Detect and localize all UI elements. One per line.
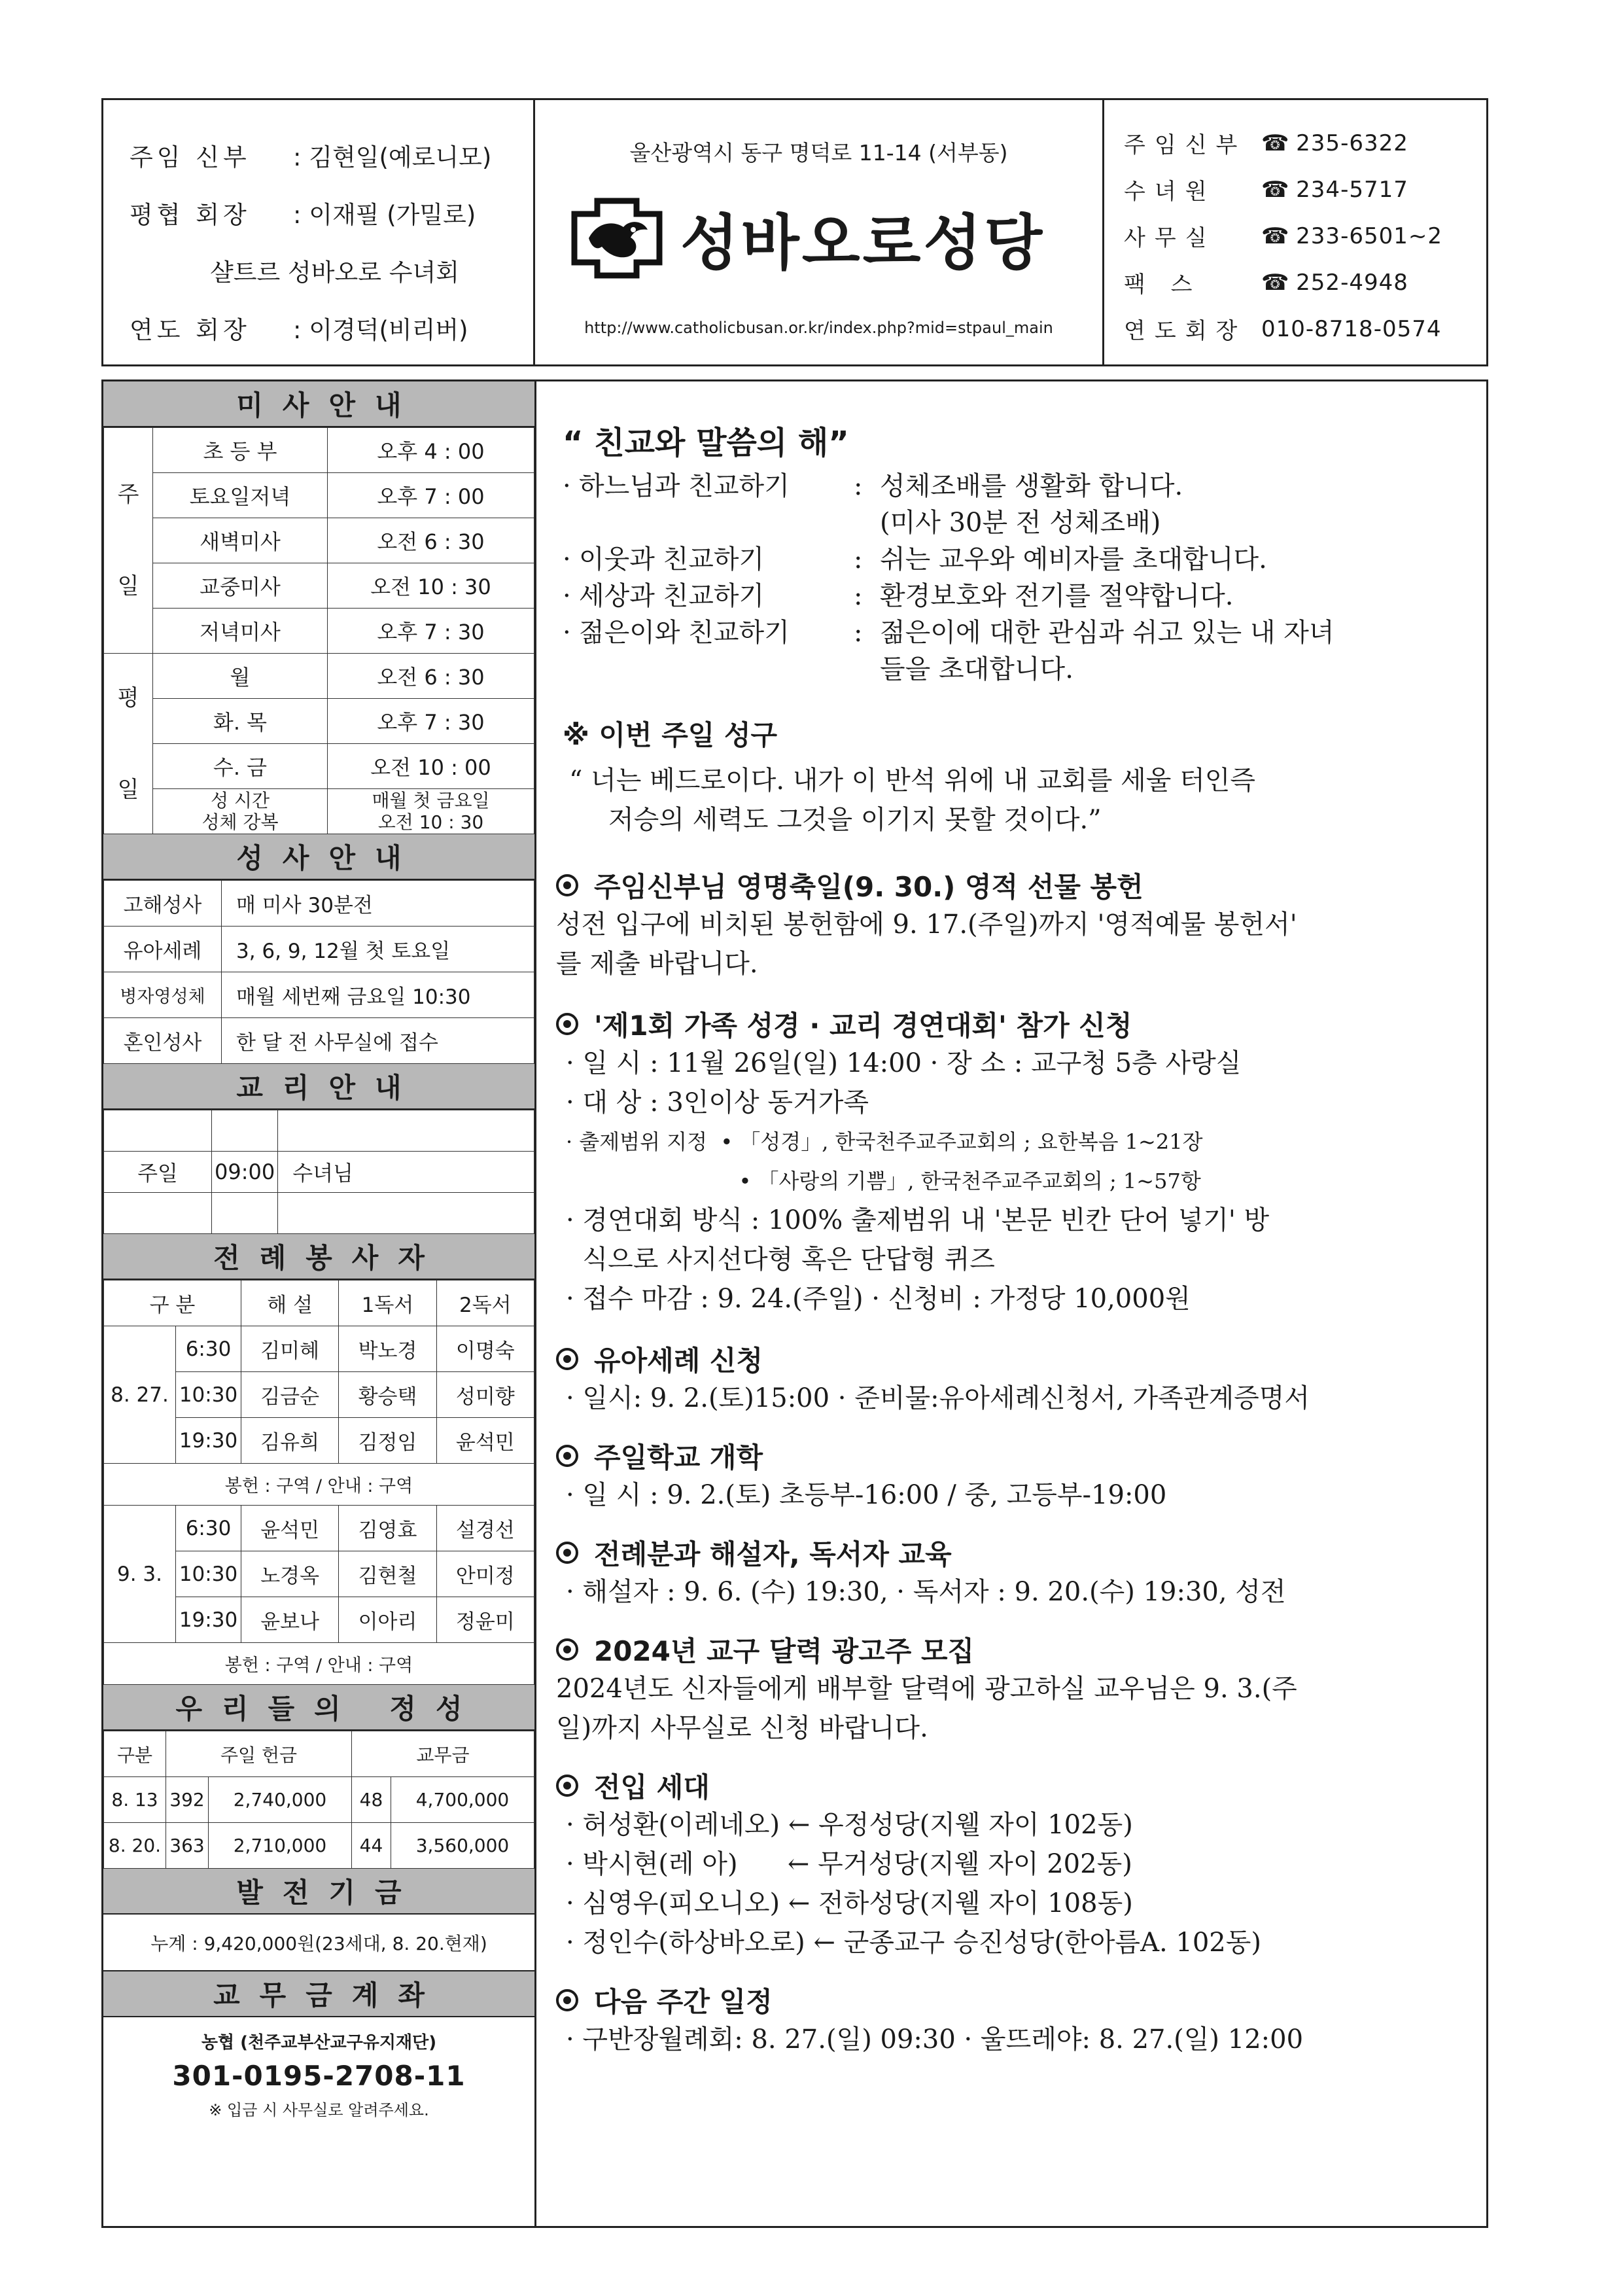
sunday-label: 주 일 [104, 428, 153, 654]
notice-1 [556, 866, 1486, 983]
year-theme: “ 친교와 말씀의 해” [563, 425, 849, 461]
catechism-table [103, 1110, 534, 1234]
catechism-who [278, 1193, 534, 1234]
offering-header: 구분 [104, 1731, 166, 1777]
sacrament-value: 매 미사 30분전 [222, 881, 534, 927]
header [101, 98, 1488, 366]
notice-line: 일)까지 사무실로 신청 바랍니다. [556, 1713, 928, 1743]
notice-title: '제1회 가족 성경 · 교리 경연대회' 참가 신청 [594, 1010, 1132, 1042]
sisters-order: 샬트르 성바오로 수녀회 [210, 258, 459, 287]
catechism-day [104, 1193, 212, 1234]
liturgy-header: 해 설 [241, 1280, 339, 1326]
contact-label: 연도회장 [1124, 318, 1247, 344]
pastor-label: 주임 신부 [130, 143, 251, 171]
circle-bullet-icon [556, 1445, 578, 1467]
notice-line: · 대 상 : 3인이상 동거가족 [566, 1087, 869, 1118]
mass-time: 오후 7 : 30 [328, 609, 534, 654]
liturgy-time: 10:30 [176, 1551, 241, 1597]
circle-bullet-icon [556, 874, 578, 896]
header-staff [103, 100, 535, 364]
notice-title: 유아세례 신청 [594, 1345, 763, 1377]
offering-header: 주일 헌금 [166, 1731, 352, 1777]
sacrament-name: 병자영성체 [104, 972, 222, 1018]
offering-title: 우리들의 정성 [103, 1685, 534, 1731]
notice-line: · 해설자 : 9. 6. (수) 19:30, · 독서자 : 9. 20.(수) 19:30, 성전 [566, 1577, 1286, 1607]
liturgy-header: 구 분 [104, 1280, 241, 1326]
liturgy-commentator: 노경옥 [241, 1551, 339, 1597]
notice-title: 2024년 교구 달력 광고주 모집 [594, 1635, 975, 1667]
notice-line: · 구반장월례회: 8. 27.(일) 09:30 · 울뜨레야: 8. 27.(일) 12:00 [566, 2024, 1304, 2055]
notice-line: 2024년도 신자들에게 배부할 달력에 광고하실 교우님은 9. 3.(주 [556, 1674, 1297, 1704]
verse-line: “ 너는 베드로이다. 내가 이 반석 위에 내 교회를 세울 터인즉 [569, 766, 1256, 796]
liturgy-date: 8. 27. [104, 1326, 176, 1464]
theme-item-value: 환경보호와 전기를 절약합니다. [880, 581, 1234, 611]
liturgy-reader1: 김영효 [339, 1506, 436, 1551]
legion-value: : 이경덕(비리버) [293, 316, 468, 344]
catechism-day [104, 1110, 212, 1152]
notice-title: 전입 세대 [594, 1771, 710, 1803]
theme-item-label: 이웃과 친교하기 [579, 544, 765, 574]
notice-7 [556, 1766, 1486, 1962]
contact-value: 235-6322 [1296, 130, 1408, 156]
circle-bullet-icon [556, 1775, 578, 1797]
notice-line: · 출제범위 지정 • 「성경」, 한국천주교주교회의 ; 요한복음 1~21장 [566, 1129, 1203, 1154]
dues-count: 48 [352, 1777, 391, 1823]
offering-date: 8. 13 [104, 1777, 166, 1823]
liturgy-header: 1독서 [339, 1280, 436, 1326]
liturgy-reader1: 김현철 [339, 1551, 436, 1597]
sacrament-name: 고해성사 [104, 881, 222, 927]
theme-colon: : [854, 581, 863, 611]
catechism-time [212, 1193, 278, 1234]
offering-amount: 2,740,000 [209, 1777, 352, 1823]
header-church [535, 100, 1104, 364]
notice-line: · 박시현(레 아) ← 무거성당(지웰 자이 202동) [566, 1849, 1132, 1879]
weekday-label: 평 일 [104, 654, 153, 834]
liturgy-reader2: 성미향 [436, 1372, 534, 1418]
circle-bullet-icon [556, 1989, 578, 2011]
liturgy-time: 6:30 [176, 1326, 241, 1372]
bullet: · [563, 471, 571, 501]
theme-item-label: 하느님과 친교하기 [579, 471, 790, 501]
account-number: 301-0195-2708-11 [172, 2060, 466, 2092]
catechism-day: 주일 [104, 1152, 212, 1193]
left-column [101, 380, 536, 2228]
theme-colon: : [854, 471, 863, 501]
verse-block [556, 714, 1486, 839]
liturgy-reader2: 안미정 [436, 1551, 534, 1597]
notice-title: 다음 주간 일정 [594, 1986, 773, 2018]
theme-item-value: 성체조배를 생활화 합니다. [880, 471, 1183, 501]
catechism-time: 09:00 [212, 1152, 278, 1193]
liturgy-time: 19:30 [176, 1418, 241, 1464]
pastor-value: : 김현일(예로니모) [293, 143, 492, 171]
liturgy-reader1: 황승택 [339, 1372, 436, 1418]
theme-item-value: 젊은이에 대한 관심과 쉬고 있는 내 자녀 [880, 618, 1335, 648]
contact-label: 주임신부 [1124, 132, 1247, 158]
notice-line: · 접수 마감 : 9. 24.(주일) · 신청비 : 가정당 10,000원 [566, 1284, 1191, 1314]
liturgy-reader1: 이아리 [339, 1597, 436, 1643]
council-value: : 이재필 (가밀로) [293, 201, 476, 229]
notice-title: 전례분과 해설자, 독서자 교육 [594, 1538, 952, 1570]
notice-6 [556, 1630, 1486, 1748]
liturgy-table [103, 1280, 534, 1685]
dues-amount: 3,560,000 [391, 1823, 534, 1869]
theme-item-cont: (미사 30분 전 성체조배) [880, 508, 1161, 538]
theme-item-cont: 들을 초대합니다. [880, 654, 1073, 684]
mass-time: 오전 10 : 00 [328, 744, 534, 789]
circle-bullet-icon [556, 1638, 578, 1661]
notice-line: 식으로 사지선다형 혹은 단답형 퀴즈 [566, 1245, 995, 1275]
theme-item-value: 쉬는 교우와 예비자를 초대합니다. [880, 544, 1267, 574]
catechism-who: 수녀님 [278, 1152, 534, 1193]
liturgy-time: 6:30 [176, 1506, 241, 1551]
sacrament-name: 유아세례 [104, 927, 222, 972]
mass-time: 오전 6 : 30 [328, 654, 534, 699]
header-contacts [1104, 100, 1486, 364]
mass-time: 오후 7 : 30 [328, 699, 534, 744]
catechism-who [278, 1110, 534, 1152]
telephone-icon: ☎ [1261, 130, 1297, 156]
circle-bullet-icon [556, 1542, 578, 1564]
liturgy-commentator: 윤보나 [241, 1597, 339, 1643]
mass-name: 토요일저녁 [153, 473, 328, 518]
contact-value: 010-8718-0574 [1261, 315, 1442, 342]
mass-time: 매월 첫 금요일 오전 10 : 30 [328, 789, 534, 834]
liturgy-reader2: 윤석민 [436, 1418, 534, 1464]
fund-title: 발전기금 [103, 1869, 534, 1915]
church-url[interactable]: http://www.catholicbusan.or.kr/index.php?mid=stpaul_main [584, 319, 1053, 337]
account-bank: 농협 (천주교부산교구유지재단) [201, 2033, 437, 2053]
contact-value: 252-4948 [1296, 269, 1408, 296]
sacrament-value: 매월 세번째 금요일 10:30 [222, 972, 534, 1018]
account-note: ※ 입금 시 사무실로 알려주세요. [209, 2101, 429, 2119]
sacrament-table [103, 880, 534, 1064]
liturgy-note: 봉헌 : 구역 / 안내 : 구역 [104, 1643, 534, 1685]
offering-date: 8. 20. [104, 1823, 166, 1869]
liturgy-title: 전례봉사자 [103, 1234, 534, 1280]
theme-list [556, 468, 1486, 688]
liturgy-commentator: 김미혜 [241, 1326, 339, 1372]
mass-name: 화. 목 [153, 699, 328, 744]
mass-time: 오후 7 : 00 [328, 473, 534, 518]
notice-line: • 「사랑의 기쁨」, 한국천주교주교회의 ; 1~57항 [566, 1169, 1201, 1193]
offering-amount: 2,710,000 [209, 1823, 352, 1869]
mass-name: 초 등 부 [153, 428, 328, 473]
liturgy-commentator: 윤석민 [241, 1506, 339, 1551]
bullet: · [563, 544, 571, 574]
church-logo-icon [568, 196, 666, 281]
account-title: 교무금계좌 [103, 1971, 534, 2017]
telephone-icon: ☎ [1261, 176, 1297, 203]
verse-title: ※ 이번 주일 성구 [563, 719, 778, 751]
contact-label: 사무실 [1124, 225, 1216, 251]
notice-line: · 일 시 : 11월 26일(일) 14:00 · 장 소 : 교구청 5층 사랑실 [566, 1048, 1242, 1078]
liturgy-reader2: 설경선 [436, 1506, 534, 1551]
telephone-icon: ☎ [1261, 222, 1297, 249]
contact-value: 233-6501~2 [1296, 222, 1442, 249]
notice-5 [556, 1533, 1486, 1612]
bullet: · [563, 581, 571, 611]
notice-line: 성전 입구에 비치된 봉헌함에 9. 17.(주일)까지 '영적예물 봉헌서' [556, 910, 1297, 940]
liturgy-commentator: 김금순 [241, 1372, 339, 1418]
bullet: · [563, 618, 571, 648]
church-name: 성바오로성당 [680, 208, 1045, 278]
notice-line: · 경연대회 방식 : 100% 출제범위 내 '본문 빈칸 단어 넣기' 방 [566, 1205, 1270, 1235]
council-label: 평협 회장 [130, 201, 251, 229]
circle-bullet-icon [556, 1348, 578, 1370]
dues-count: 44 [352, 1823, 391, 1869]
notice-line: · 정인수(하상바오로) ← 군종교구 승진성당(한아름A. 102동) [566, 1928, 1261, 1958]
notice-3 [556, 1339, 1486, 1418]
notice-line: 를 제출 바랍니다. [556, 949, 758, 979]
catechism-time [212, 1110, 278, 1152]
contact-label: 수녀원 [1124, 179, 1216, 205]
legion-label: 연도 회장 [130, 316, 251, 344]
theme-colon: : [854, 544, 863, 574]
liturgy-date: 9. 3. [104, 1506, 176, 1643]
mass-name: 새벽미사 [153, 518, 328, 563]
mass-title: 미사안내 [103, 381, 534, 427]
liturgy-header: 2독서 [436, 1280, 534, 1326]
liturgy-reader1: 김정임 [339, 1418, 436, 1464]
sacrament-name: 혼인성사 [104, 1018, 222, 1064]
mass-time: 오전 6 : 30 [328, 518, 534, 563]
theme-item-label: 젊은이와 친교하기 [579, 618, 790, 648]
offering-count: 363 [166, 1823, 209, 1869]
church-address: 울산광역시 동구 명덕로 11-14 (서부동) [629, 140, 1008, 166]
offering-header: 교무금 [352, 1731, 534, 1777]
liturgy-note: 봉헌 : 구역 / 안내 : 구역 [104, 1464, 534, 1506]
mass-name: 수. 금 [153, 744, 328, 789]
mass-name: 저녁미사 [153, 609, 328, 654]
notice-title: 주일학교 개학 [594, 1441, 763, 1474]
dues-amount: 4,700,000 [391, 1777, 534, 1823]
contact-label: 팩 스 [1124, 272, 1202, 298]
verse-line: 저승의 세력도 그것을 이기지 못할 것이다.” [608, 805, 1102, 835]
sacrament-value: 한 달 전 사무실에 접수 [222, 1018, 534, 1064]
theme-colon: : [854, 618, 863, 648]
telephone-icon: ☎ [1261, 269, 1297, 296]
sacrament-title: 성사안내 [103, 834, 534, 880]
notice-line: · 심영우(피오니오) ← 전하성당(지웰 자이 108동) [566, 1888, 1133, 1918]
notice-4 [556, 1436, 1486, 1515]
notice-8 [556, 1981, 1486, 2059]
fund-total: 누계 : 9,420,000원(23세대, 8. 20.현재) [103, 1915, 534, 1971]
offering-count: 392 [166, 1777, 209, 1823]
mass-name: 교중미사 [153, 563, 328, 609]
notice-2 [556, 1004, 1486, 1318]
catechism-title: 교리안내 [103, 1064, 534, 1110]
mass-name: 월 [153, 654, 328, 699]
liturgy-time: 19:30 [176, 1597, 241, 1643]
account-info [103, 2017, 534, 2120]
mass-time: 오전 10 : 30 [328, 563, 534, 609]
notice-line: · 일 시 : 9. 2.(토) 초등부-16:00 / 중, 고등부-19:00 [566, 1480, 1167, 1510]
liturgy-reader2: 이명숙 [436, 1326, 534, 1372]
notice-line: · 허성환(이레네오) ← 우정성당(지웰 자이 102동) [566, 1810, 1133, 1840]
main-content [536, 380, 1488, 2228]
liturgy-commentator: 김유희 [241, 1418, 339, 1464]
sacrament-value: 3, 6, 9, 12월 첫 토요일 [222, 927, 534, 972]
liturgy-reader1: 박노경 [339, 1326, 436, 1372]
offering-table [103, 1731, 534, 1869]
contact-value: 234-5717 [1296, 176, 1408, 203]
theme-item-label: 세상과 친교하기 [579, 581, 765, 611]
notice-title: 주임신부님 영명축일(9. 30.) 영적 선물 봉헌 [594, 871, 1143, 903]
liturgy-time: 10:30 [176, 1372, 241, 1418]
notice-line: · 일시: 9. 2.(토)15:00 · 준비물:유아세례신청서, 가족관계증명서 [566, 1383, 1310, 1413]
mass-name: 성 시간 성체 강복 [153, 789, 328, 834]
liturgy-reader2: 정윤미 [436, 1597, 534, 1643]
mass-table [103, 427, 534, 834]
mass-time: 오후 4 : 00 [328, 428, 534, 473]
circle-bullet-icon [556, 1013, 578, 1035]
